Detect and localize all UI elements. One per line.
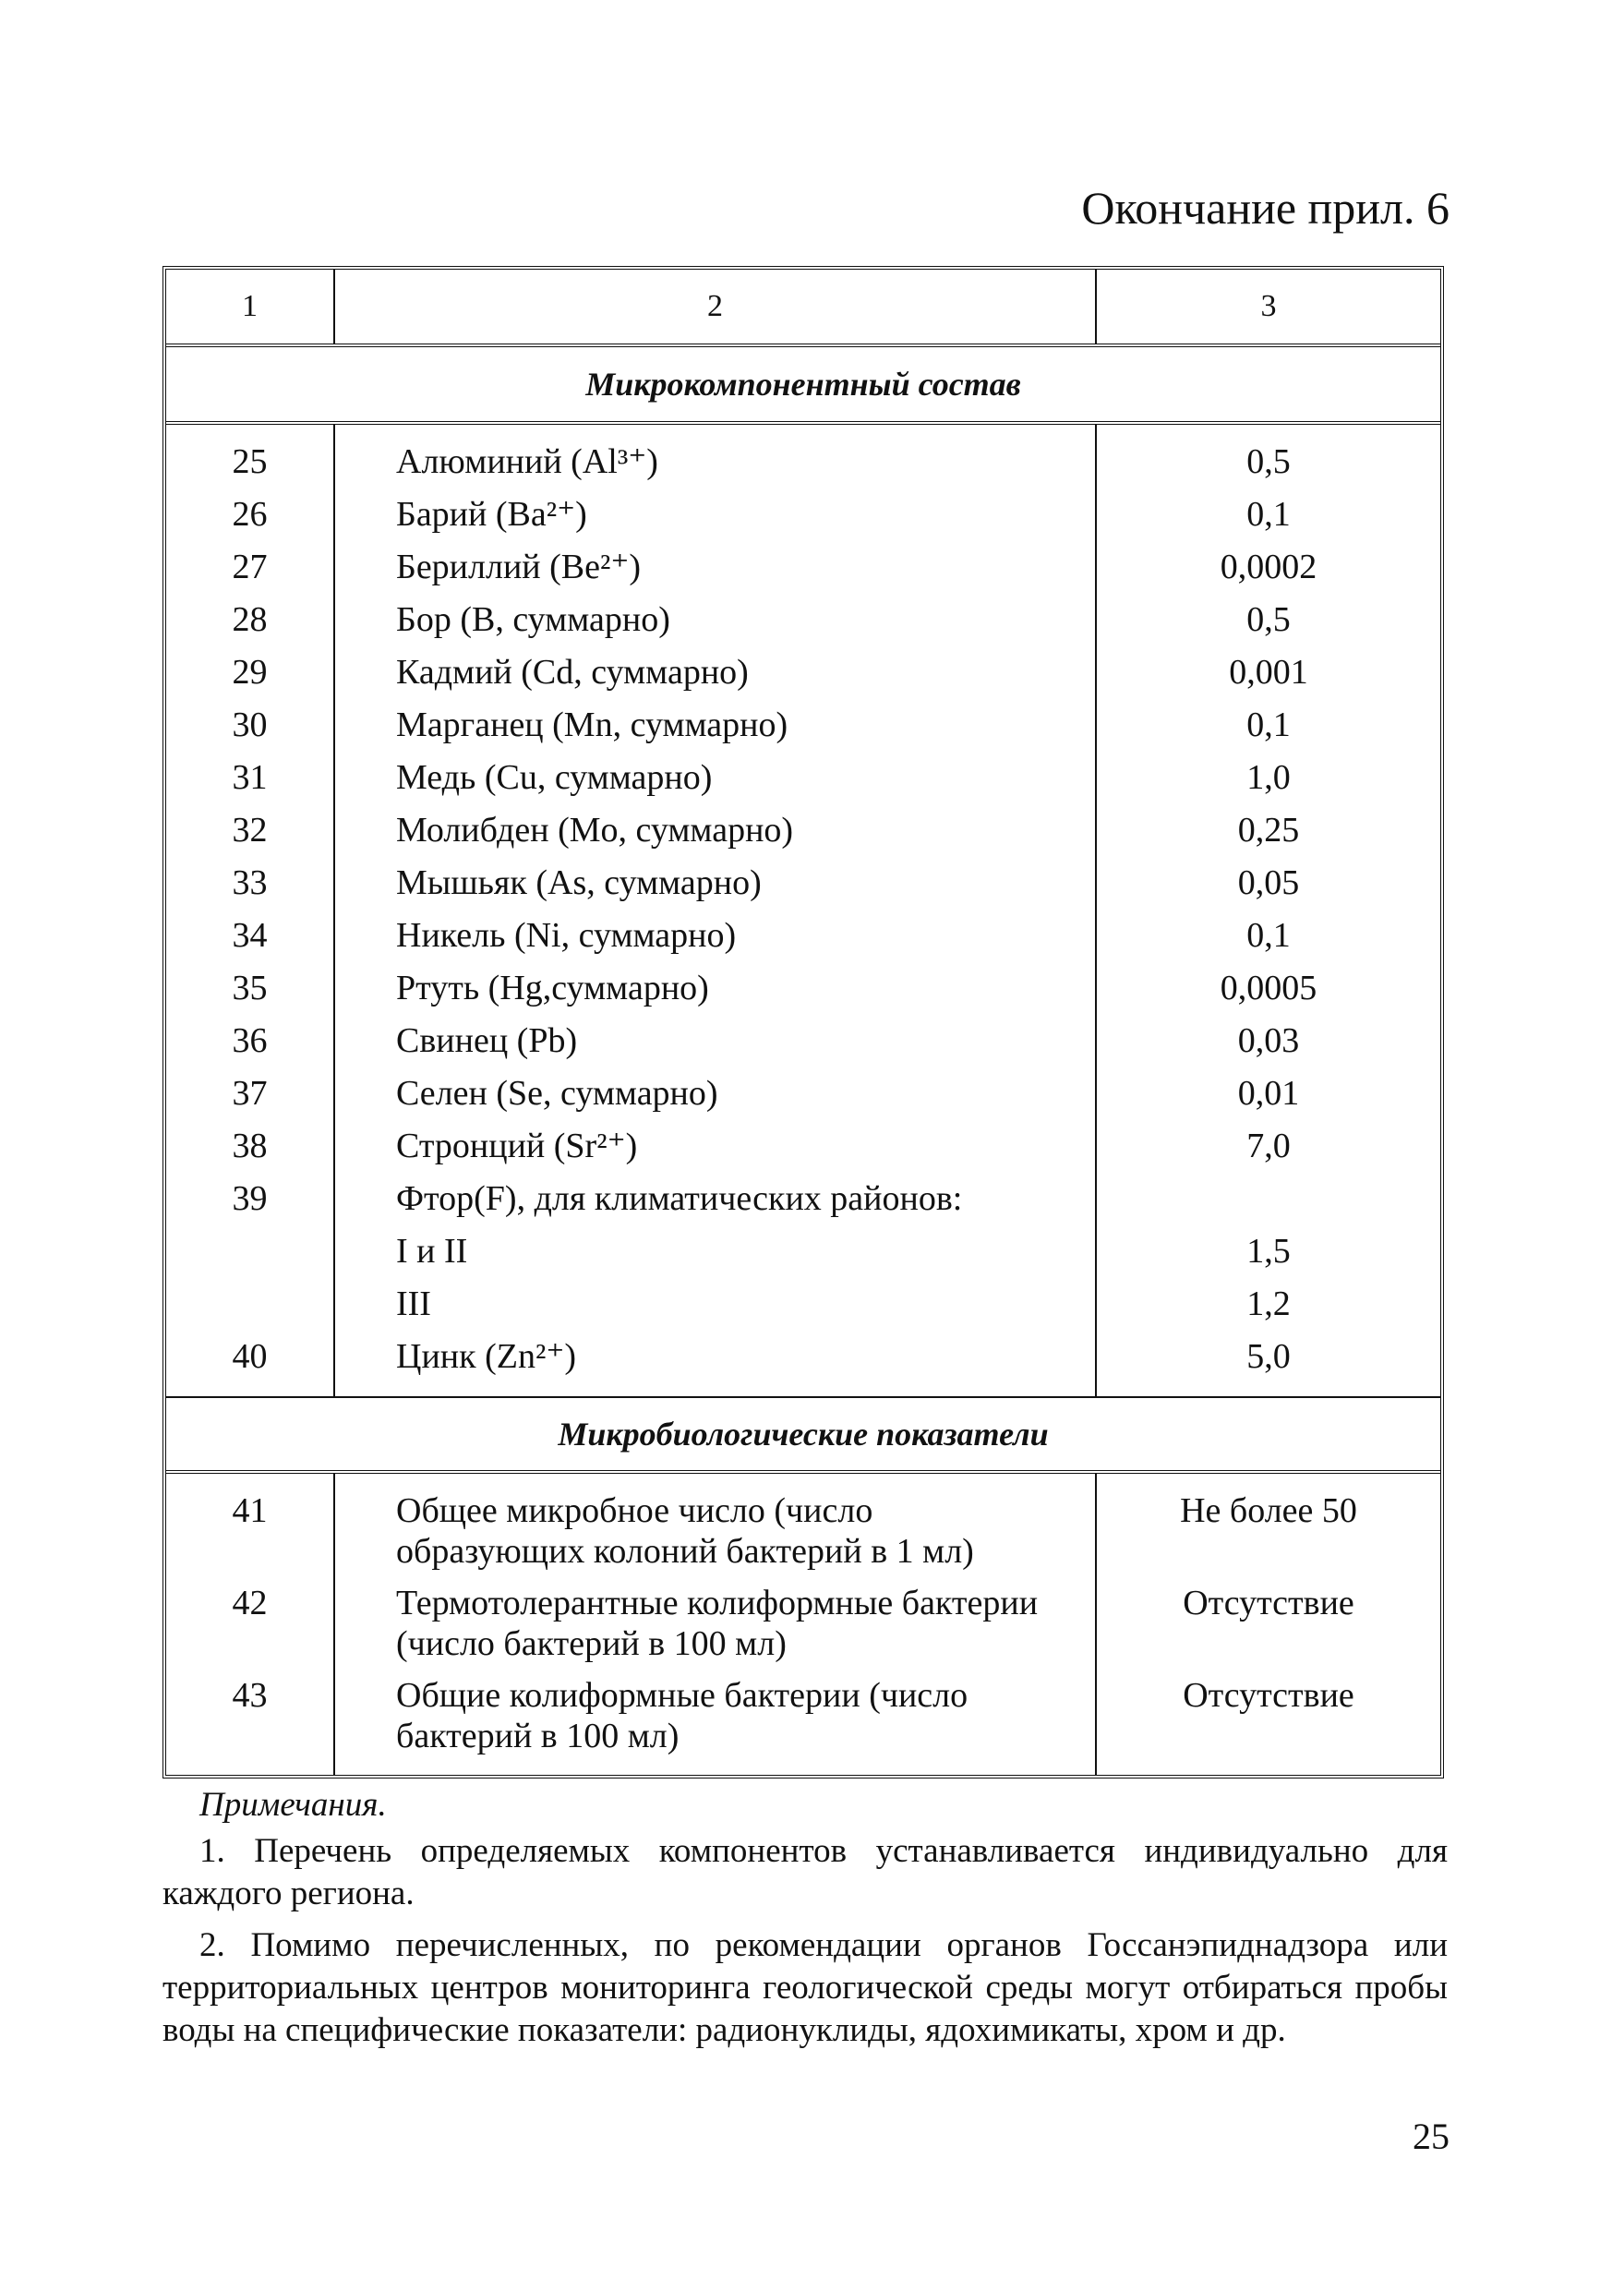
- component-value: 0,1: [1246, 495, 1291, 534]
- component-name: Селен (Se, суммарно): [396, 1074, 718, 1113]
- component-name: Алюминий (Al³⁺): [396, 442, 658, 481]
- components-table: [162, 266, 1444, 1779]
- component-name: Ртуть (Hg,суммарно): [396, 969, 709, 1007]
- value-column: [1097, 425, 1440, 1396]
- component-name: Стронций (Sr²⁺): [396, 1127, 638, 1165]
- number-column: [166, 1474, 335, 1775]
- row-number: 25: [232, 442, 268, 481]
- number-column: [166, 425, 335, 1396]
- indicator-value: Отсутствие: [1183, 1584, 1354, 1622]
- row-number: 37: [232, 1074, 268, 1113]
- section-body-microbiology: [166, 1474, 1440, 1775]
- row-number: 26: [232, 495, 268, 534]
- row-number: 27: [232, 548, 268, 586]
- row-number: 41: [232, 1491, 268, 1530]
- component-name: Цинк (Zn²⁺): [396, 1337, 577, 1376]
- row-number: 43: [232, 1676, 268, 1715]
- row-number: [166, 1225, 333, 1278]
- name-column: [335, 425, 1097, 1396]
- row-number: 36: [232, 1021, 268, 1060]
- component-value: 0,5: [1246, 600, 1291, 639]
- section-title-microbiology: Микробиологические показатели: [166, 1396, 1440, 1474]
- component-value: 0,01: [1237, 1074, 1300, 1113]
- row-number: 42: [232, 1584, 268, 1622]
- row-number: 32: [232, 811, 268, 850]
- value-column: [1097, 1474, 1440, 1775]
- component-value: 0,001: [1229, 653, 1308, 692]
- row-number: 31: [232, 758, 268, 797]
- row-number: 34: [232, 916, 268, 955]
- row-number: 39: [232, 1179, 268, 1218]
- column-number-row: [166, 270, 1440, 347]
- row-number: 35: [232, 969, 268, 1007]
- note-item: 2. Помимо перечисленных, по рекомендации органов Госсанэпиднадзора или территориальных центров мониторинга геологической среды могут отбираться пробы воды на специфические показатели: радионуклиды, ядохимикаты, хром и др.: [162, 1926, 1448, 2049]
- component-value: 0,5: [1246, 442, 1291, 481]
- column-number-3: 3: [1260, 289, 1277, 323]
- component-name: Кадмий (Cd, суммарно): [396, 653, 749, 692]
- notes: [162, 1784, 1448, 2061]
- indicator-name: Термотолерантные колиформные бактерии (число бактерий в 100 мл): [396, 1584, 1039, 1663]
- component-value: 0,1: [1246, 705, 1291, 744]
- component-name: I и II: [396, 1232, 468, 1271]
- component-name: Свинец (Pb): [396, 1021, 578, 1060]
- indicator-value: Не более 50: [1180, 1491, 1357, 1530]
- column-number-1: 1: [166, 270, 335, 344]
- component-value: 0,25: [1237, 811, 1300, 850]
- component-value: 0,05: [1237, 863, 1300, 902]
- component-value: [1097, 1173, 1440, 1225]
- component-value: 1,2: [1246, 1284, 1291, 1323]
- component-value: 7,0: [1246, 1127, 1291, 1165]
- component-value: 5,0: [1246, 1337, 1291, 1376]
- component-name: Барий (Ba²⁺): [396, 495, 587, 534]
- row-number: 40: [232, 1337, 268, 1376]
- component-name: Никель (Ni, суммарно): [396, 916, 737, 955]
- row-number: [166, 1278, 333, 1331]
- row-number: 28: [232, 600, 268, 639]
- component-name: Бор (В, суммарно): [396, 600, 670, 639]
- component-value: 1,5: [1246, 1232, 1291, 1271]
- name-column: [335, 1474, 1097, 1775]
- row-number: 29: [232, 653, 268, 692]
- component-name: Бериллий (Be²⁺): [396, 548, 642, 586]
- component-name: Марганец (Mn, суммарно): [396, 705, 788, 744]
- component-value: 0,1: [1246, 916, 1291, 955]
- component-name: Молибден (Mo, суммарно): [396, 811, 794, 850]
- component-name: III: [396, 1284, 431, 1323]
- row-number: 38: [232, 1127, 268, 1165]
- column-number-2: 2: [335, 270, 1097, 344]
- row-number: 33: [232, 863, 268, 902]
- component-value: 1,0: [1246, 758, 1291, 797]
- component-value: 0,0005: [1220, 969, 1317, 1007]
- section-title-microcomponents: Микрокомпонентный состав: [166, 347, 1440, 425]
- row-number: 30: [232, 705, 268, 744]
- indicator-name: Общие колиформные бактерии (число бактерий в 100 мл): [396, 1676, 968, 1755]
- component-value: 0,03: [1237, 1021, 1300, 1060]
- page-number: 25: [1413, 2116, 1450, 2157]
- component-name: Мышьяк (As, суммарно): [396, 863, 762, 902]
- component-name: Фтор(F), для климатических районов:: [396, 1179, 963, 1218]
- appendix-header: Окончание прил. 6: [1081, 182, 1450, 234]
- note-item: 1. Перечень определяемых компонентов устанавливается индивидуально для каждого региона.: [162, 1832, 1448, 1912]
- indicator-name: Общее микробное число (число образующих колоний бактерий в 1 мл): [396, 1491, 974, 1571]
- notes-title: Примечания.: [199, 1786, 387, 1824]
- component-name: Медь (Cu, суммарно): [396, 758, 713, 797]
- section-body-microcomponents: [166, 425, 1440, 1396]
- indicator-value: Отсутствие: [1183, 1676, 1354, 1715]
- component-value: 0,0002: [1220, 548, 1317, 586]
